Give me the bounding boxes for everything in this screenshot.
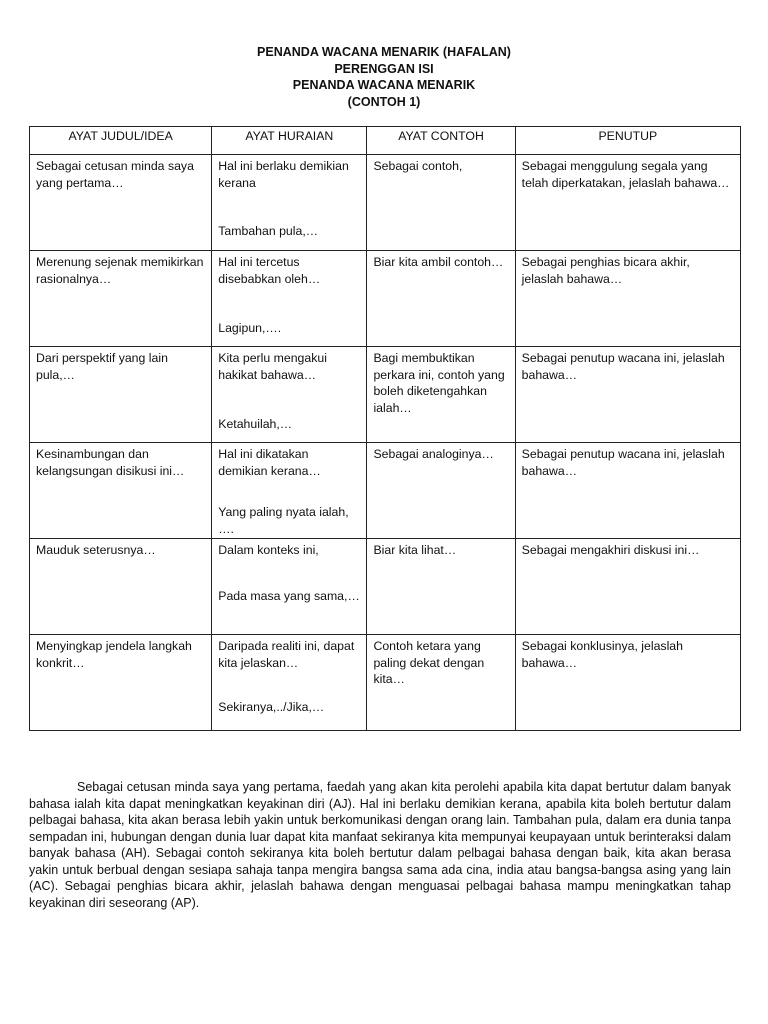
cell-huraian-bottom: Sekiranya,../Jika,… — [218, 700, 325, 714]
cell-huraian-top: Daripada realiti ini, dapat kita jelaskan… — [218, 639, 355, 670]
table-row — [30, 635, 741, 731]
cell-huraian-bottom: Yang paling nyata ialah, …. — [218, 505, 349, 536]
cell-judul: Sebagai cetusan minda saya yang pertama… — [36, 159, 194, 190]
cell-judul: Kesinambungan dan kelangsungan disikusi ini… — [36, 447, 185, 478]
cell-judul: Merenung sejenak memikirkan rasionalnya… — [36, 255, 204, 286]
cell-contoh: Biar kita lihat… — [373, 543, 457, 557]
cell-huraian-top: Kita perlu mengakui hakikat bahawa… — [218, 351, 327, 382]
cell-huraian-top: Dalam konteks ini, — [218, 543, 319, 557]
title-line-3: PENANDA WACANA MENARIK — [292, 78, 476, 92]
cell-contoh: Contoh ketara yang paling dekat dengan kita… — [373, 639, 485, 686]
cell-penutup: Sebagai penutup wacana ini, jelaslah bahawa… — [521, 351, 725, 382]
cell-penutup: Sebagai mengakhiri diskusi ini… — [521, 543, 700, 557]
table-row — [30, 251, 741, 347]
document-title-block — [0, 44, 768, 110]
cell-huraian-bottom: Tambahan pula,… — [218, 224, 319, 238]
table-row — [30, 443, 741, 539]
table-header-row — [30, 127, 741, 155]
cell-huraian-top: Hal ini berlaku demikian kerana — [218, 159, 349, 190]
discourse-marker-table — [29, 126, 741, 731]
table-row — [30, 155, 741, 251]
cell-contoh: Bagi membuktikan perkara ini, contoh yang boleh diketengahkan ialah… — [373, 351, 505, 415]
cell-penutup: Sebagai penghias bicara akhir, jelaslah bahawa… — [521, 255, 690, 286]
table-row — [30, 539, 741, 635]
cell-penutup: Sebagai menggulung segala yang telah diperkatakan, jelaslah bahawa… — [521, 159, 730, 190]
header-ayat-judul: AYAT JUDUL/IDEA — [30, 127, 212, 155]
cell-contoh: Biar kita ambil contoh… — [373, 255, 504, 269]
example-paragraph: Sebagai cetusan minda saya yang pertama, faedah yang akan kita perolehi apabila kita dapat bertutur dalam banyak bahasa ialah kita dapat meningkatkan keyakinan diri (AJ). Hal ini berlaku demikian kerana, apabila kita boleh bertutur dalam pelbagai bahasa, kita akan berasa lebih yakin untuk berkomunikasi dengan orang lain. Tambahan pula, dalam era dunia tanpa sempadan ini, hubungan dengan dunia luar dapat kita manfaat sekiranya kita mempunyai keupayaan untuk berinteraksi dalam banyak bahasa (AH). Sebagai contoh sekiranya kita boleh bertutur dalam pelbagai bahasa dengan baik, kita akan berasa yakin untuk berbual dengan sesiapa sahaja tanpa mengira bangsa sama ada cina, india atau bangsa-bangsa asing yang lain (AC). Sebagai penghias bicara akhir, jelaslah bahawa dengan menguasai pelbagai bahasa mampu meningkatkan tahap keyakinan diri seseorang (AP). — [29, 780, 731, 910]
title-line-1: PENANDA WACANA MENARIK (HAFALAN) — [257, 45, 511, 59]
cell-judul: Menyingkap jendela langkah konkrit… — [36, 639, 192, 670]
cell-penutup: Sebagai penutup wacana ini, jelaslah bahawa… — [521, 447, 725, 478]
title-line-4: (CONTOH 1) — [347, 94, 421, 109]
cell-huraian-bottom: Ketahuilah,… — [218, 417, 293, 431]
header-penutup: PENUTUP — [515, 127, 740, 155]
cell-judul: Dari perspektif yang lain pula,… — [36, 351, 168, 382]
cell-huraian-bottom: Lagipun,…. — [218, 321, 282, 335]
cell-huraian-top: Hal ini dikatakan demikian kerana… — [218, 447, 321, 478]
title-line-2: PERENGGAN ISI — [334, 61, 434, 76]
cell-huraian-bottom: Pada masa yang sama,… — [218, 589, 360, 603]
cell-contoh: Sebagai contoh, — [373, 159, 463, 173]
cell-judul: Mauduk seterusnya… — [36, 543, 156, 557]
header-ayat-huraian: AYAT HURAIAN — [212, 127, 367, 155]
table-row — [30, 347, 741, 443]
cell-huraian-top: Hal ini tercetus disebabkan oleh… — [218, 255, 321, 286]
cell-contoh: Sebagai analoginya… — [373, 447, 494, 461]
header-ayat-contoh: AYAT CONTOH — [367, 127, 515, 155]
cell-penutup: Sebagai konklusinya, jelaslah bahawa… — [521, 639, 683, 670]
